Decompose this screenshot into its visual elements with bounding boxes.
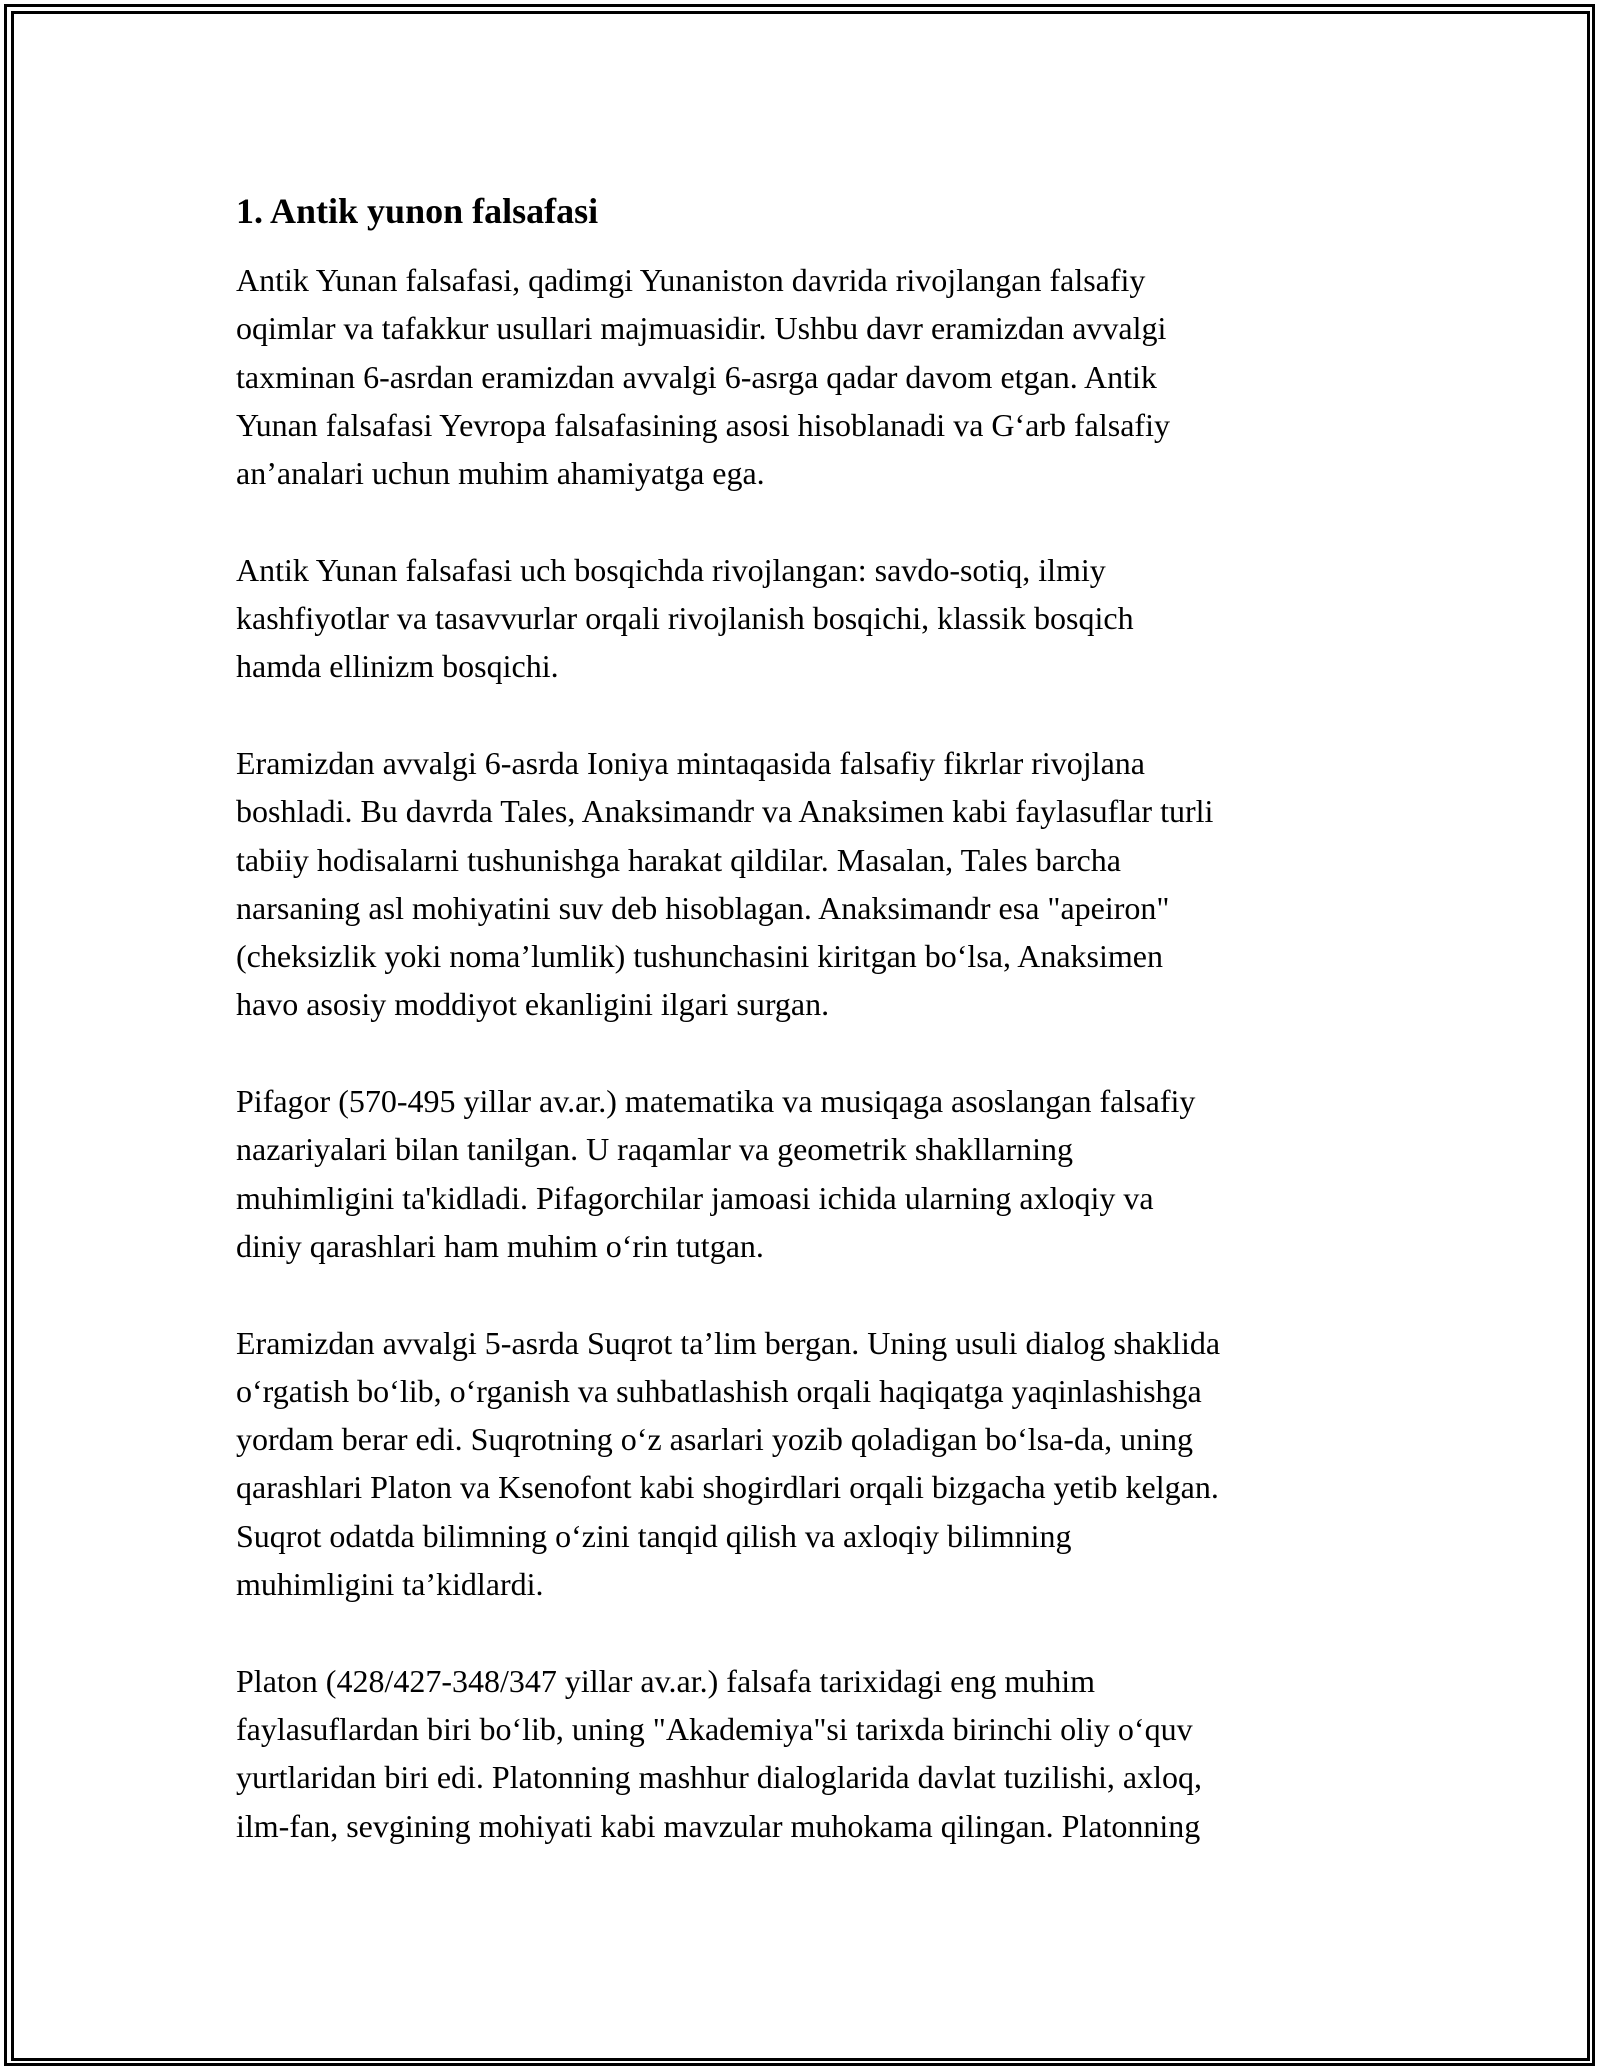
text-line: Suqrot odatda bilimning o‘zini tanqid qilish va axloqiy bilimning [236, 1517, 1072, 1554]
paragraph [236, 1657, 1381, 1850]
section-heading: 1. Antik yunon falsafasi [236, 191, 599, 231]
text-line: Eramizdan avvalgi 6-asrda Ioniya mintaqasida falsafiy fikrlar rivojlana [236, 744, 1145, 781]
text-line: narsaning asl mohiyatini suv deb hisoblagan. Anaksimandr esa "apeiron" [236, 889, 1170, 926]
paragraph [236, 256, 1381, 497]
text-line: oqimlar va tafakkur usullari majmuasidir. Ushbu davr eramizdan avvalgi [236, 310, 1167, 347]
text-line: Pifagor (570-495 yillar av.ar.) matematika va musiqaga asoslangan falsafiy [236, 1083, 1196, 1120]
text-line: Antik Yunan falsafasi uch bosqichda rivojlangan: savdo-sotiq, ilmiy [236, 551, 1106, 588]
text-line: muhimligini ta'kidladi. Pifagorchilar jamoasi ichida ularning axloqiy va [236, 1179, 1154, 1216]
text-line: o‘rgatish bo‘lib, o‘rganish va suhbatlashish orqali haqiqatga yaqinlashishga [236, 1372, 1202, 1409]
document-content [236, 186, 1381, 1898]
text-line: yurtlaridan biri edi. Platonning mashhur dialoglarida davlat tuzilishi, axloq, [236, 1759, 1203, 1796]
text-line: muhimligini ta’kidlardi. [236, 1566, 544, 1603]
text-line: tabiiy hodisalarni tushunishga harakat qildilar. Masalan, Tales barcha [236, 841, 1121, 878]
paragraph [236, 1319, 1381, 1609]
text-line: kashfiyotlar va tasavvurlar orqali rivojlanish bosqichi, klassik bosqich [236, 600, 1134, 637]
text-line: (cheksizlik yoki noma’lumlik) tushunchasini kiritgan bo‘lsa, Anaksimen [236, 938, 1163, 975]
text-line: yordam berar edi. Suqrotning o‘z asarlari yozib qoladigan bo‘lsa-da, uning [236, 1421, 1194, 1458]
text-line: havo asosiy moddiyot ekanligini ilgari surgan. [236, 986, 830, 1023]
text-line: diniy qarashlari ham muhim o‘rin tutgan. [236, 1227, 764, 1264]
text-line: qarashlari Platon va Ksenofont kabi shogirdlari orqali bizgacha yetib kelgan. [236, 1469, 1219, 1506]
text-line: Antik Yunan falsafasi, qadimgi Yunaniston davrida rivojlangan falsafiy [236, 262, 1146, 298]
text-line: Platon (428/427-348/347 yillar av.ar.) falsafa tarixidagi eng muhim [236, 1662, 1096, 1699]
text-line: hamda ellinizm bosqichi. [236, 648, 559, 685]
text-line: Eramizdan avvalgi 5-asrda Suqrot ta’lim bergan. Uning usuli dialog shaklida [236, 1324, 1221, 1361]
paragraph [236, 546, 1381, 691]
text-line: an’analari uchun muhim ahamiyatga ega. [236, 455, 765, 492]
text-line: boshladi. Bu davrda Tales, Anaksimandr va Anaksimen kabi faylasuflar turli [236, 793, 1214, 830]
text-line: Yunan falsafasi Yevropa falsafasining asosi hisoblanadi va G‘arb falsafiy [236, 406, 1170, 443]
text-line: nazariyalari bilan tanilgan. U raqamlar va geometrik shakllarning [236, 1131, 1073, 1168]
text-line: ilm-fan, sevgining mohiyati kabi mavzular muhokama qilingan. Platonning [236, 1807, 1201, 1844]
text-line: taxminan 6-asrdan eramizdan avvalgi 6-asrga qadar davom etgan. Antik [236, 358, 1157, 395]
paragraph [236, 1077, 1381, 1270]
paragraph [236, 739, 1381, 1029]
text-line: faylasuflardan biri bo‘lib, uning "Akademiya"si tarixda birinchi oliy o‘quv [236, 1710, 1193, 1747]
